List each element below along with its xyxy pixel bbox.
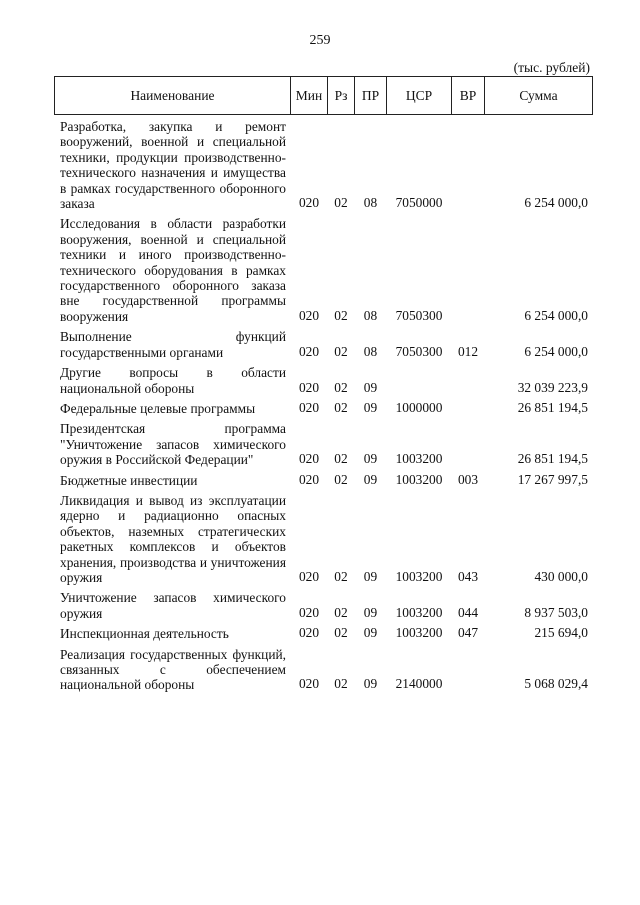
row-pr: 09 (363, 604, 378, 620)
row-min: 020 (298, 343, 320, 359)
row-min: 020 (298, 471, 320, 487)
row-csr: 7050300 (395, 343, 443, 359)
row-name: Исследования в области разработки вооружения, военной и специальной техники и иного производственно-технического оборудования в рамках государственного оборонного заказа вне государственной программы вооружения (60, 216, 286, 324)
table-row (54, 216, 592, 324)
row-pr: 08 (363, 307, 378, 323)
row-min: 020 (298, 568, 320, 584)
row-rz: 02 (334, 676, 348, 692)
header-rz: Рз (328, 77, 355, 115)
row-name: Ликвидация и вывод из эксплуатации ядерно и радиационно опасных объектов, наземных стратегических ракетных комплексов и объектов хранения, производства и уничтожения оружия (60, 492, 286, 585)
row-min: 020 (298, 399, 320, 415)
row-sum: 17 267 997,5 (517, 471, 588, 487)
header-name: Наименование (55, 77, 291, 115)
header-pr: ПР (355, 77, 387, 115)
row-pr: 09 (363, 379, 378, 395)
row-csr: 1000000 (395, 399, 443, 415)
row-csr: 1003200 (395, 451, 443, 467)
table-row (54, 401, 592, 416)
row-csr: 2140000 (395, 676, 443, 692)
table-row (54, 421, 592, 467)
header-vr: ВР (452, 77, 485, 115)
row-rz: 02 (334, 604, 348, 620)
row-csr: 1003200 (395, 471, 443, 487)
table-row (54, 493, 592, 585)
row-pr: 09 (363, 625, 378, 641)
header-sum: Сумма (485, 77, 593, 115)
row-sum: 6 254 000,0 (524, 195, 588, 211)
table-body (54, 117, 592, 693)
row-vr: 044 (457, 604, 479, 620)
row-csr: 1003200 (395, 568, 443, 584)
row-min: 020 (298, 604, 320, 620)
page-number: 259 (309, 33, 331, 48)
table-row (54, 365, 592, 396)
row-vr: 003 (457, 471, 479, 487)
row-csr: 1003200 (395, 625, 443, 641)
row-csr: 1003200 (395, 604, 443, 620)
header-min: Мин (291, 77, 328, 115)
row-min: 020 (298, 676, 320, 692)
row-pr: 09 (363, 568, 378, 584)
row-name: Президентская программа "Уничтожение запасов химического оружия в Российской Федерации" (60, 421, 286, 468)
row-name: Другие вопросы в области национальной обороны (60, 365, 286, 396)
row-rz: 02 (334, 343, 348, 359)
row-csr: 7050000 (395, 195, 443, 211)
row-rz: 02 (334, 399, 348, 415)
row-sum: 430 000,0 (534, 568, 588, 584)
table-row (54, 647, 592, 693)
header-csr: ЦСР (387, 77, 452, 115)
row-sum: 32 039 223,9 (517, 379, 588, 395)
row-pr: 09 (363, 471, 378, 487)
table-header (54, 76, 593, 115)
row-min: 020 (298, 625, 320, 641)
row-sum: 26 851 194,5 (517, 451, 588, 467)
row-name: Выполнение функций государственными органами (60, 329, 286, 360)
units-label: (тыс. рублей) (513, 60, 590, 75)
row-pr: 09 (363, 451, 378, 467)
row-rz: 02 (334, 471, 348, 487)
row-csr: 7050300 (395, 307, 443, 323)
row-vr: 047 (457, 625, 479, 641)
row-sum: 5 068 029,4 (524, 676, 588, 692)
row-sum: 215 694,0 (534, 625, 588, 641)
row-name: Бюджетные инвестиции (60, 472, 198, 488)
row-rz: 02 (334, 451, 348, 467)
table-row (54, 626, 592, 641)
table-row (54, 329, 592, 360)
row-vr: 012 (457, 343, 479, 359)
row-pr: 09 (363, 399, 378, 415)
row-rz: 02 (334, 307, 348, 323)
row-pr: 08 (363, 195, 378, 211)
row-min: 020 (298, 379, 320, 395)
row-name: Инспекционная деятельность (60, 626, 229, 642)
row-sum: 6 254 000,0 (524, 307, 588, 323)
table-row (54, 119, 592, 211)
row-min: 020 (298, 451, 320, 467)
row-vr: 043 (457, 568, 479, 584)
row-sum: 8 937 503,0 (524, 604, 588, 620)
row-min: 020 (298, 307, 320, 323)
row-rz: 02 (334, 195, 348, 211)
row-name: Федеральные целевые программы (60, 400, 256, 416)
row-name: Уничтожение запасов химического оружия (60, 590, 286, 621)
row-min: 020 (298, 195, 320, 211)
row-sum: 6 254 000,0 (524, 343, 588, 359)
row-name: Реализация государственных функций, связанных с обеспечением национальной обороны (60, 646, 286, 693)
table-row (54, 590, 592, 621)
row-rz: 02 (334, 379, 348, 395)
row-rz: 02 (334, 625, 348, 641)
row-sum: 26 851 194,5 (517, 399, 588, 415)
table-row (54, 473, 592, 488)
row-name: Разработка, закупка и ремонт вооружений, военной и специальной техники, продукции производственно-технического назначения и имущества в рамках государственного оборонного заказа (60, 119, 286, 212)
row-pr: 08 (363, 343, 378, 359)
row-rz: 02 (334, 568, 348, 584)
row-pr: 09 (363, 676, 378, 692)
